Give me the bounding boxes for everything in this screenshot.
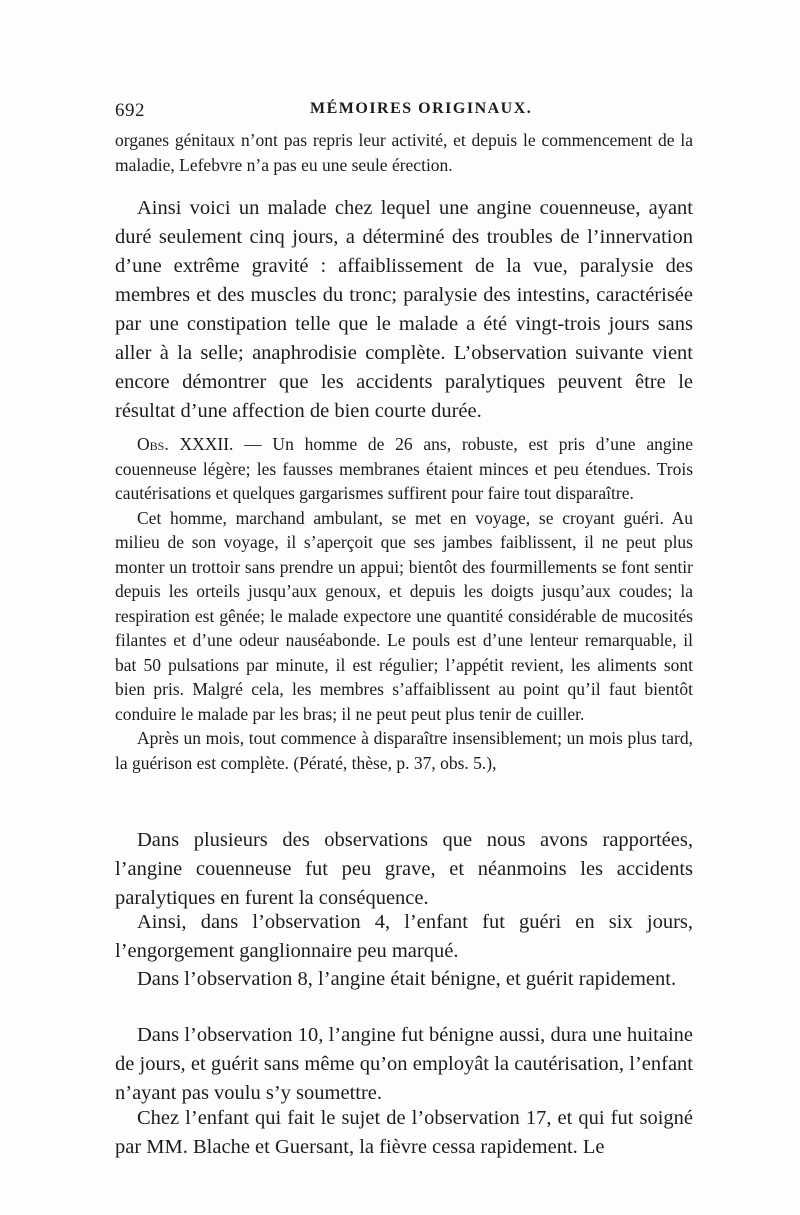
observation-end: Après un mois, tout commence à disparaître insensiblement; un mois plus tard, la guérison est complète. (Pératé, thèse, p. 37, obs. 5.), — [115, 728, 693, 773]
paragraph-observation-4 — [115, 908, 693, 966]
page-header — [115, 100, 693, 130]
observation-intro-text: Un homme de 26 ans, robuste, est pris d’une angine couenneuse légère; les fausses membranes étaient minces et peu étendues. Trois cautérisations et quelques gargarismes suffirent pour faire tout disparaître. — [115, 434, 693, 503]
running-title: MÉMOIRES ORIGINAUX. — [310, 100, 533, 117]
observation-intro — [115, 432, 693, 506]
paragraph-mild-cases — [115, 826, 693, 913]
paragraph-text: organes génitaux n’ont pas repris leur activité, et depuis le commencement de la maladie, Lefebvre n’a pas eu une seule érection. — [115, 130, 693, 175]
page-number: 692 — [115, 100, 145, 121]
paragraph-text: Chez l’enfant qui fait le sujet de l’observation 17, et qui fut soigné par MM. Blache et Guersant, la fièvre cessa rapidement. Le — [115, 1107, 693, 1158]
continuation-paragraph — [115, 128, 693, 177]
summary-paragraph — [115, 194, 693, 426]
observation-label: Obs. XXXII. — — [137, 434, 262, 454]
paragraph-observation-10 — [115, 1021, 693, 1108]
paragraph-observation-17 — [115, 1104, 693, 1162]
paragraph-text: Ainsi voici un malade chez lequel une angine couenneuse, ayant duré seulement cinq jours, a déterminé des troubles de l’innervation d’une extrême gravité : affaiblissement de la vue, paralysie des membres et des muscles du tronc; paralysie des intestins, caractérisée par une constipation telle que le malade a été vingt-trois jours sans aller à la selle; anaphrodisie complète. L’observation suivante vient encore démontrer que les accidents paralytiques peuvent être le résultat d’une affection de bien courte durée. — [115, 197, 693, 422]
observation-body: Cet homme, marchand ambulant, se met en voyage, se croyant guéri. Au milieu de son voyage, il s’aperçoit que ses jambes faiblissent, il ne peut plus monter un trottoir sans prendre un appui; bientôt des fourmillements se font sentir depuis les orteils jusqu’aux genoux, et depuis les doigts jusqu’aux coudes; la respiration est gênée; le malade expectore une quantité considérable de mucosités filantes et d’une odeur nauséabonde. Le pouls est d’une lenteur remarquable, il bat 50 pulsations par minute, il est régulier; l’appétit revient, les aliments sont bien pris. Malgré cela, les membres s’affaiblissent au point qu’il faut bientôt conduire le malade par les bras; il ne peut peut plus tenir de cuiller. — [115, 507, 693, 724]
paragraph-text: Dans l’observation 10, l’angine fut bénigne aussi, dura une huitaine de jours, et guérit sans même qu’on employât la cautérisation, l’enfant n’ayant pas voulu s’y soumettre. — [115, 1024, 693, 1104]
paragraph-text: Ainsi, dans l’observation 4, l’enfant fut guéri en six jours, l’engorgement ganglionnaire peu marqué. — [115, 911, 693, 962]
paragraph-text: Dans l’observation 8, l’angine était bénigne, et guérit rapidement. — [137, 968, 677, 990]
paragraph-observation-8 — [115, 965, 693, 994]
observation-block — [115, 432, 693, 775]
paragraph-text: Dans plusieurs des observations que nous avons rapportées, l’angine couenneuse fut peu grave, et néanmoins les accidents paralytiques en furent la conséquence. — [115, 829, 693, 909]
